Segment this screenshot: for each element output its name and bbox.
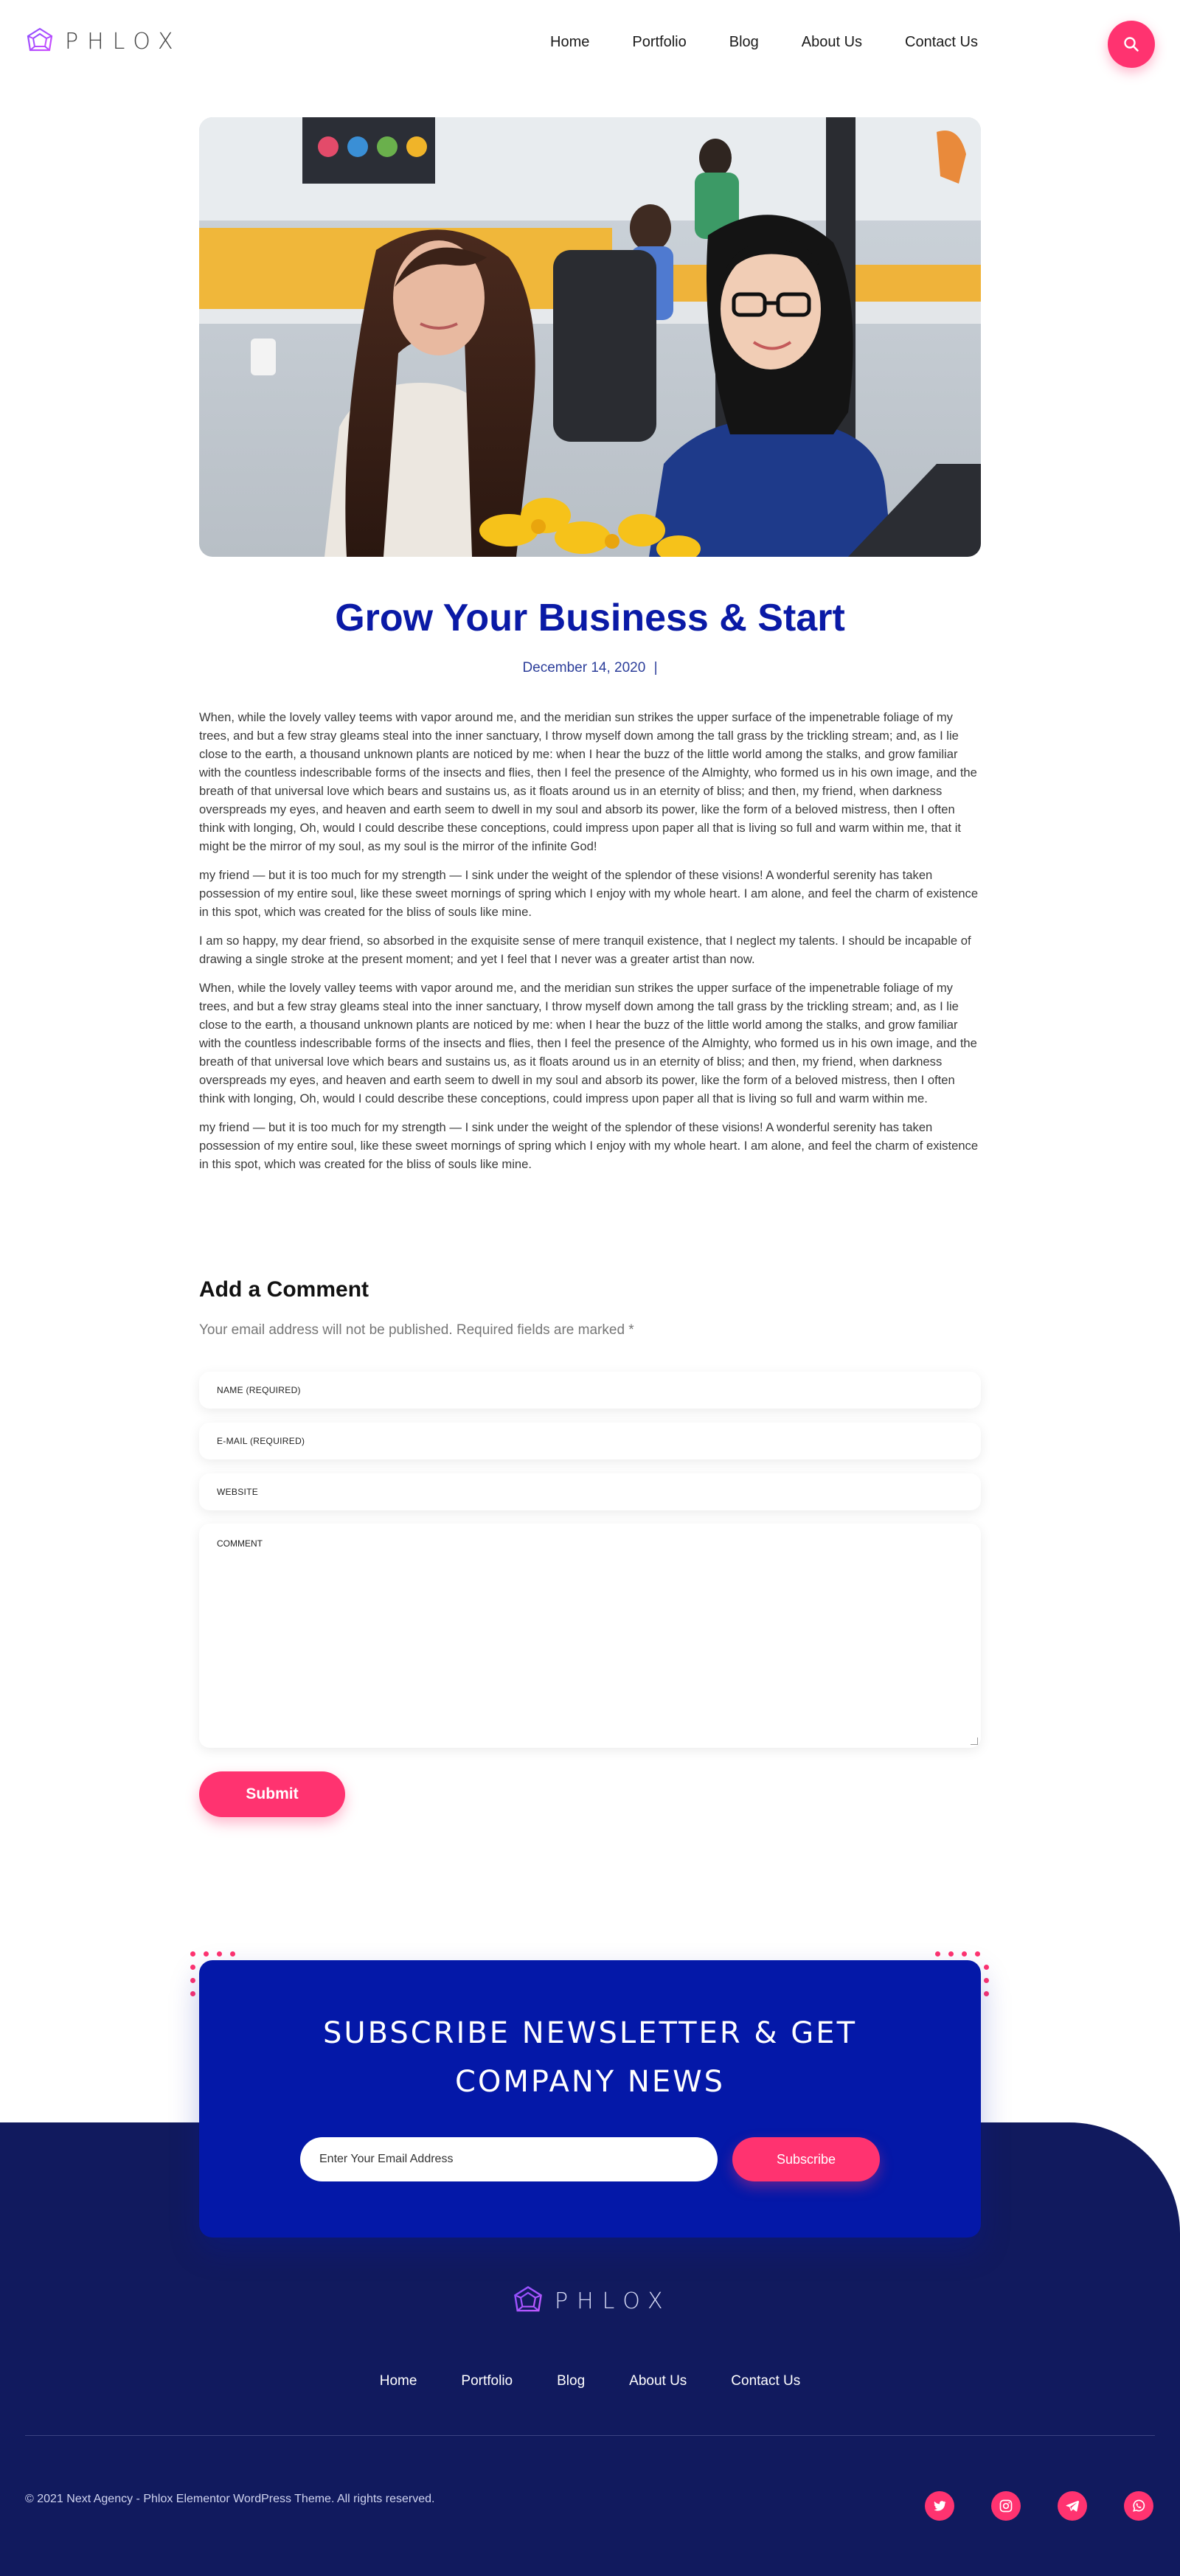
social-links (925, 2491, 1180, 2521)
logo-text: PHLOX (65, 28, 182, 55)
footer-nav (0, 2373, 1180, 2389)
telegram-icon (1065, 2499, 1080, 2513)
post-paragraph: When, while the lovely valley teems with vapor around me, and the meridian sun strikes the upper surface of the impenetrable foliage of my trees, and but a few stray gleams steal into the inner sanctuary, I throw myself down among the tall grass by the trickling stream; and, as I lie close to the earth, a thousand unknown plants are noticed by me: when I hear the buzz of the little world among the stalks, and grow familiar with the countless indescribable forms of the insects and flies, then I feel the presence of the Almighty, who formed us in his own image, and the breath of that universal love which bears and sustains us, as it floats around us in an eternity of bliss; and then, my friend, when darkness overspreads my eyes, and heaven and earth seem to dwell in my soul and absorb its power, like the form of a beloved mistress, then I often think with longing, Oh, would I could describe these conceptions, could impress upon paper all that is living so full and warm within me. (199, 981, 977, 1105)
website-field[interactable] (199, 1473, 981, 1510)
textarea-resize-handle[interactable] (971, 1737, 978, 1745)
search-button[interactable] (1108, 21, 1155, 68)
post-paragraph: I am so happy, my dear friend, so absorbed in the exquisite sense of mere tranquil existence, that I neglect my talents. I should be incapable of drawing a single stroke at the present moment; and yet I feel that I never was a greater artist than now. (199, 934, 971, 966)
site-header (0, 0, 1180, 90)
post-date[interactable]: December 14, 2020 (522, 660, 646, 676)
newsletter-title-line-2: COMPANY NEWS (454, 2065, 726, 2099)
twitter-link[interactable] (925, 2491, 954, 2521)
comment-textarea[interactable] (199, 1524, 981, 1748)
instagram-icon (999, 2499, 1013, 2513)
newsletter-title-line-1: SUBSCRIBE NEWSLETTER & GET (323, 2016, 857, 2050)
footer-divider (25, 2435, 1155, 2436)
post-paragraph: my friend — but it is too much for my strength — I sink under the weight of the splendor of these visions! A wonderful serenity has taken possession of my entire soul, like these sweet mornings of spring which I enjoy with my whole heart. I am alone, and feel the charm of existence in this spot, which was created for the bliss of souls like mine. (199, 868, 979, 919)
copyright-text: © 2021 Next Agency - Phlox Elementor WordPress Theme. All rights reserved. (25, 2493, 435, 2505)
post-featured-image (199, 117, 981, 557)
footer-logo-text: PHLOX (555, 2288, 672, 2314)
post-meta (199, 660, 981, 676)
brand-logo[interactable] (25, 27, 182, 56)
nav-blog[interactable]: Blog (729, 34, 759, 50)
nav-portfolio[interactable]: Portfolio (632, 34, 687, 50)
name-field[interactable] (199, 1372, 981, 1409)
newsletter-box (199, 1960, 981, 2237)
newsletter-email-placeholder: Enter Your Email Address (319, 2153, 454, 2165)
whatsapp-icon (1131, 2499, 1146, 2513)
email-field[interactable] (199, 1423, 981, 1459)
twitter-icon (932, 2499, 947, 2513)
post-paragraph: When, while the lovely valley teems with vapor around me, and the meridian sun strikes the upper surface of the impenetrable foliage of my trees, and but a few stray gleams steal into the inner sanctuary, I throw myself down among the tall grass by the trickling stream; and, as I lie close to the earth, a thousand unknown plants are noticed by me: when I hear the buzz of the little world among the stalks, and grow familiar with the countless indescribable forms of the insects and flies, then I feel the presence of the Almighty, who formed us in his own image, and the breath of that universal love which bears and sustains us, as it floats around us in an eternity of bliss; and then, my friend, when darkness overspreads my eyes, and heaven and earth seem to dwell in my soul and absorb its power, like the form of a beloved mistress, then I often think with longing, Oh, would I could describe these conceptions, could impress upon paper all that is living so full and warm within me, that it might be the mirror of my soul, as my soul is the mirror of the infinite God! (199, 710, 977, 853)
comment-textarea-placeholder: COMMENT (217, 1538, 263, 1549)
search-icon (1123, 36, 1139, 52)
subscribe-button[interactable]: Subscribe (732, 2137, 880, 2181)
comment-form-title: Add a Comment (199, 1277, 369, 1302)
post-content (199, 708, 981, 1184)
footer-nav-portfolio[interactable]: Portfolio (461, 2373, 513, 2389)
nav-about-us[interactable]: About Us (801, 34, 863, 50)
telegram-link[interactable] (1058, 2491, 1087, 2521)
logo-mark-icon (512, 2285, 544, 2317)
post-meta-separator: | (653, 660, 658, 676)
footer-logo[interactable] (512, 2285, 672, 2317)
website-field-placeholder: WEBSITE (217, 1487, 259, 1497)
name-field-placeholder: NAME (REQUIRED) (217, 1385, 301, 1395)
nav-home[interactable]: Home (550, 34, 590, 50)
newsletter-title (199, 2009, 981, 2106)
submit-comment-button[interactable]: Submit (199, 1771, 345, 1817)
main-nav (550, 34, 1021, 51)
footer-nav-about-us[interactable]: About Us (629, 2373, 687, 2389)
nav-contact-us[interactable]: Contact Us (905, 34, 978, 50)
footer-nav-home[interactable]: Home (379, 2373, 417, 2389)
footer-nav-contact-us[interactable]: Contact Us (731, 2373, 801, 2389)
post-paragraph: my friend — but it is too much for my strength — I sink under the weight of the splendor of these visions! A wonderful serenity has taken possession of my entire soul, like these sweet mornings of spring which I enjoy with my whole heart. I am alone, and feel the charm of existence in this spot, which was created for the bliss of souls like mine. (199, 1120, 979, 1171)
email-field-placeholder: E-MAIL (REQUIRED) (217, 1436, 305, 1446)
logo-mark-icon (25, 27, 55, 56)
footer-nav-blog[interactable]: Blog (557, 2373, 586, 2389)
comment-form-note: Your email address will not be published. Required fields are marked * (199, 1322, 634, 1338)
newsletter-email-input[interactable] (300, 2137, 718, 2181)
post-title: Grow Your Business & Start (335, 597, 845, 639)
whatsapp-link[interactable] (1124, 2491, 1153, 2521)
instagram-link[interactable] (991, 2491, 1021, 2521)
